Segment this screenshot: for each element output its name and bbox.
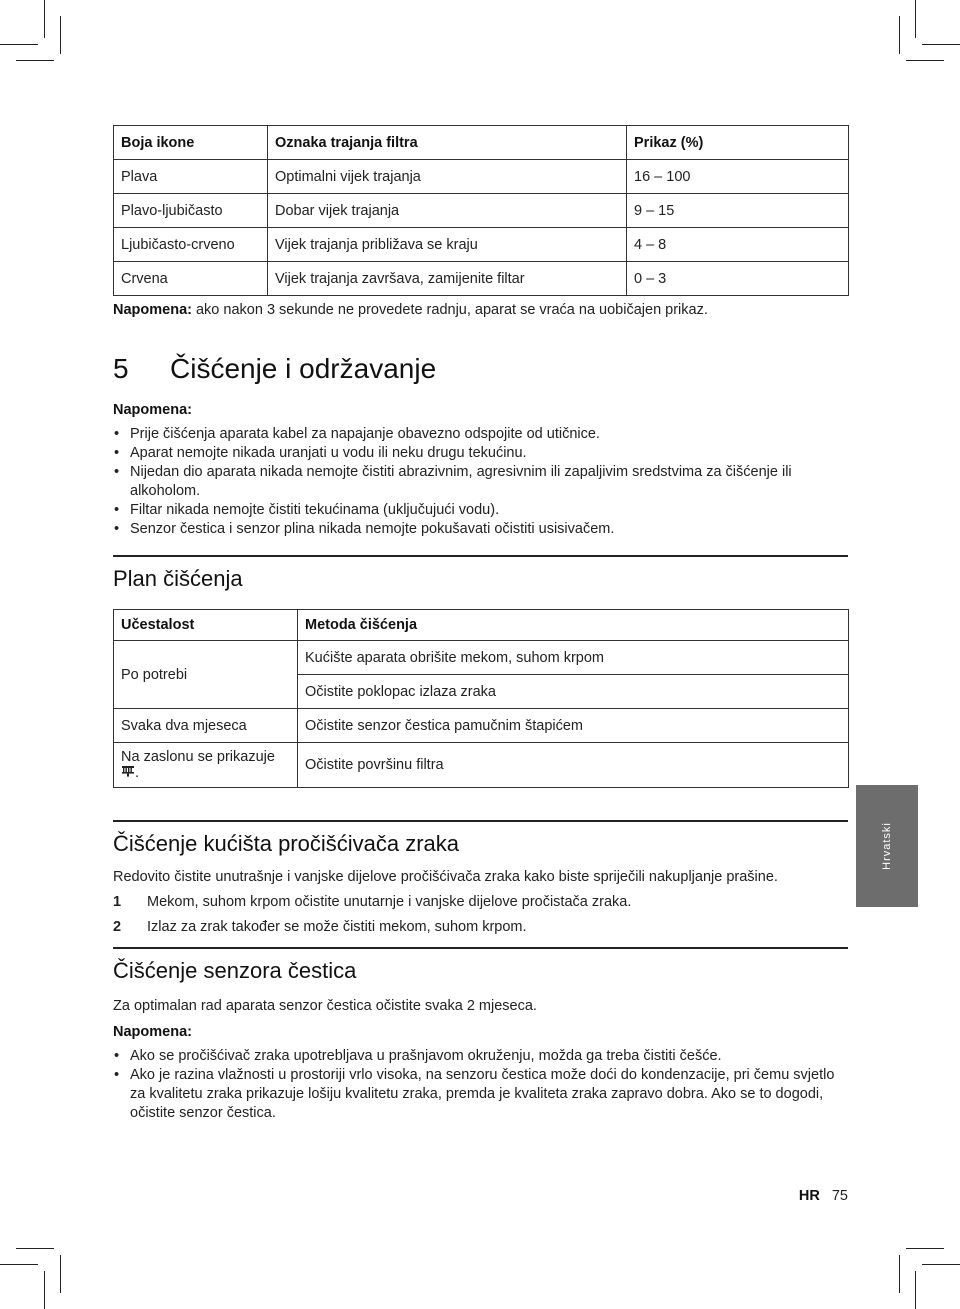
table-cell: Plava — [114, 160, 268, 194]
table-cell: Crvena — [114, 262, 268, 296]
crop-mark — [44, 1271, 45, 1309]
step-text: Mekom, suhom krpom očistite unutarnje i vanjske dijelove pročistača zraka. — [147, 894, 632, 910]
table-cell: Dobar vijek trajanja — [268, 194, 627, 228]
note-text: ako nakon 3 sekunde ne provedete radnju, aparat se vraća na uobičajen prikaz. — [191, 302, 708, 318]
table-header-cell: Oznaka trajanja filtra — [268, 126, 627, 160]
section-title: Plan čišćenja — [113, 566, 243, 591]
table-row — [114, 641, 849, 675]
table-cell: Plavo-ljubičasto — [114, 194, 268, 228]
table-row — [114, 160, 849, 194]
crop-mark — [60, 16, 61, 54]
step-list — [113, 893, 848, 936]
filter-life-table — [113, 125, 849, 296]
table-header-cell: Boja ikone — [114, 126, 268, 160]
section-intro: Redovito čistite unutrašnje i vanjske dijelove pročišćivača zraka kako biste spriječili nakupljanje prašine. — [113, 869, 778, 885]
cleaning-plan-table — [113, 609, 849, 788]
list-item: • Senzor čestica i senzor plina nikada nemojte pokušavati očistiti usisivačem. — [113, 520, 848, 539]
language-side-tab — [856, 785, 918, 907]
table-header-cell: Metoda čišćenja — [298, 610, 849, 641]
crop-mark — [60, 1255, 61, 1293]
table-cell: Vijek trajanja približava se kraju — [268, 228, 627, 262]
table-cell: Očistite poklopac izlaza zraka — [298, 675, 849, 709]
list-item: • Nijedan dio aparata nikada nemojte čistiti abrazivnim, agresivnim ili zapaljivim sredstvima za čišćenje ili alkoholom. — [113, 463, 848, 501]
table-row — [114, 262, 849, 296]
table-cell: Kućište aparata obrišite mekom, suhom krpom — [298, 641, 849, 675]
sensor-note-list — [113, 1047, 848, 1123]
table-note — [113, 301, 848, 319]
list-item — [113, 918, 848, 936]
table-cell — [114, 743, 298, 788]
page-footer — [700, 1188, 848, 1204]
crop-mark — [44, 0, 45, 38]
step-number: 2 — [113, 919, 122, 935]
table-header-row — [114, 126, 849, 160]
list-item: • Ako je razina vlažnosti u prostoriji vrlo visoka, na senzoru čestica može doći do kondenzacije, pri čemu svjetlo za kvalitetu zraka prikazuje lošiju kvalitetu zraka, premda je kvaliteta zraka zapravo dobra. Ako se to dogodi, očistite senzor čestica. — [113, 1066, 848, 1123]
table-row — [114, 194, 849, 228]
crop-mark — [899, 1255, 900, 1293]
list-item: • Filtar nikada nemojte čistiti tekućinama (uključujući vodu). — [113, 501, 848, 520]
list-item: • Prije čišćenja aparata kabel za napajanje obavezno odspojite od utičnice. — [113, 425, 848, 444]
table-cell: Očistite površinu filtra — [298, 743, 849, 788]
chapter-title: Čišćenje i održavanje — [170, 353, 437, 384]
crop-mark — [906, 1248, 944, 1249]
step-number: 1 — [113, 894, 122, 910]
table-header-cell: Prikaz (%) — [627, 126, 849, 160]
list-item — [113, 893, 848, 911]
list-item: • Aparat nemojte nikada uranjati u vodu ili neku drugu tekućinu. — [113, 444, 848, 463]
table-row — [114, 743, 849, 788]
section-sensor-cleaning — [113, 947, 848, 1123]
crop-mark — [915, 1271, 916, 1309]
table-row — [114, 228, 849, 262]
page-number: 75 — [831, 1188, 848, 1204]
crop-mark — [906, 60, 944, 61]
table-cell: Svaka dva mjeseca — [114, 709, 298, 743]
crop-mark — [922, 44, 960, 45]
table-cell: Optimalni vijek trajanja — [268, 160, 627, 194]
table-cell: Ljubičasto-crveno — [114, 228, 268, 262]
table-cell: 4 – 8 — [627, 228, 849, 262]
table-cell: Očistite senzor čestica pamučnim štapićem — [298, 709, 849, 743]
footer-language-code: HR — [798, 1188, 820, 1204]
safety-note-list — [113, 425, 848, 539]
table-cell: 16 – 100 — [627, 160, 849, 194]
section-title: Čišćenje kućišta pročišćivača zraka — [113, 831, 460, 856]
note-label: Napomena: — [113, 402, 192, 418]
page-content — [113, 125, 848, 1123]
filter-icon — [121, 765, 135, 781]
chapter-heading — [113, 352, 848, 386]
cell-text: Na zaslonu se prikazuje — [121, 748, 275, 765]
table-cell: 0 – 3 — [627, 262, 849, 296]
section-cleaning-plan — [113, 555, 848, 788]
section-housing-cleaning — [113, 820, 848, 936]
crop-mark — [922, 1264, 960, 1265]
table-header-row — [114, 610, 849, 641]
section-title: Čišćenje senzora čestica — [113, 958, 357, 983]
crop-mark — [915, 0, 916, 38]
note-label: Napomena: — [113, 302, 192, 318]
table-header-cell: Učestalost — [114, 610, 298, 641]
step-text: Izlaz za zrak također se može čistiti mekom, suhom krpom. — [147, 919, 527, 935]
note-label: Napomena: — [113, 1024, 192, 1040]
list-item: • Ako se pročišćivač zraka upotrebljava u prašnjavom okruženju, možda ga treba čistiti češće. — [113, 1047, 848, 1066]
table-cell: Vijek trajanja završava, zamijenite filtar — [268, 262, 627, 296]
table-row — [114, 709, 849, 743]
crop-mark — [16, 60, 54, 61]
chapter-number: 5 — [113, 353, 129, 384]
crop-mark — [899, 16, 900, 54]
table-cell: 9 – 15 — [627, 194, 849, 228]
crop-mark — [16, 1248, 54, 1249]
section-intro: Za optimalan rad aparata senzor čestica očistite svaka 2 mjeseca. — [113, 998, 537, 1014]
crop-mark — [0, 44, 38, 45]
cell-text: . — [135, 764, 140, 781]
side-tab-label: Hrvatski — [881, 822, 893, 870]
table-cell: Po potrebi — [114, 641, 298, 709]
crop-mark — [0, 1264, 38, 1265]
